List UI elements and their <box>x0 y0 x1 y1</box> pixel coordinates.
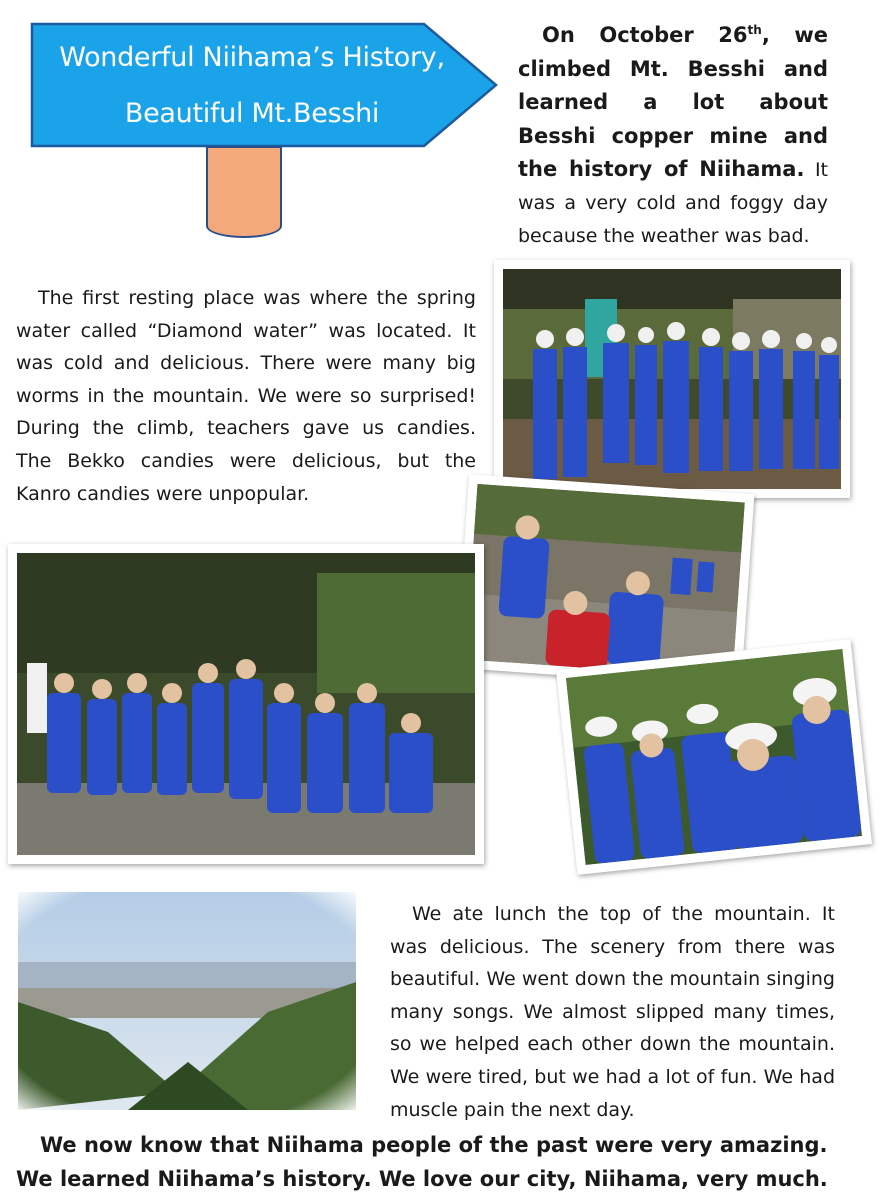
paragraph-resting-place: The first resting place was where the spring water called “Diamond water” was located. It was cold and delicious. There were many big worms in the mountain. We were so surprised! During the climb, teachers gave us candies. The Bekko candies were delicious, but the Kanro candies were unpopular. <box>16 287 476 505</box>
title-line-2: Beautiful Mt.Besshi <box>124 98 380 129</box>
intro-rest: It was a very cold and foggy day because the weather was bad. <box>518 159 828 247</box>
paragraph-lunch: We ate lunch the top of the mountain. It was delicious. The scenery from there was beautiful. We went down the mountain singing many songs. We almost slipped many times, so we helped each other down the mountain. We were tired, but we had a lot of fun. We had muscle pain the next day. <box>390 903 835 1121</box>
signpost-arrow <box>30 22 500 148</box>
intro-lead: On October 26th, we climbed Mt. Besshi and learned a lot about Besshi copper mine and the history of Niihama. <box>518 23 829 182</box>
photo-white-caps <box>556 639 872 875</box>
photo-scenery <box>18 892 356 1110</box>
closing-paragraph: We now know that Niihama people of the past were very amazing. We learned Niihama’s history. We love our city, Niihama, very much. <box>16 1133 828 1191</box>
intro-paragraph <box>518 14 828 252</box>
title-line-1: Wonderful Niihama’s History, <box>59 42 445 73</box>
signpost-pole <box>206 146 282 238</box>
photo-rest-area <box>494 260 850 498</box>
photo-group <box>8 544 484 864</box>
